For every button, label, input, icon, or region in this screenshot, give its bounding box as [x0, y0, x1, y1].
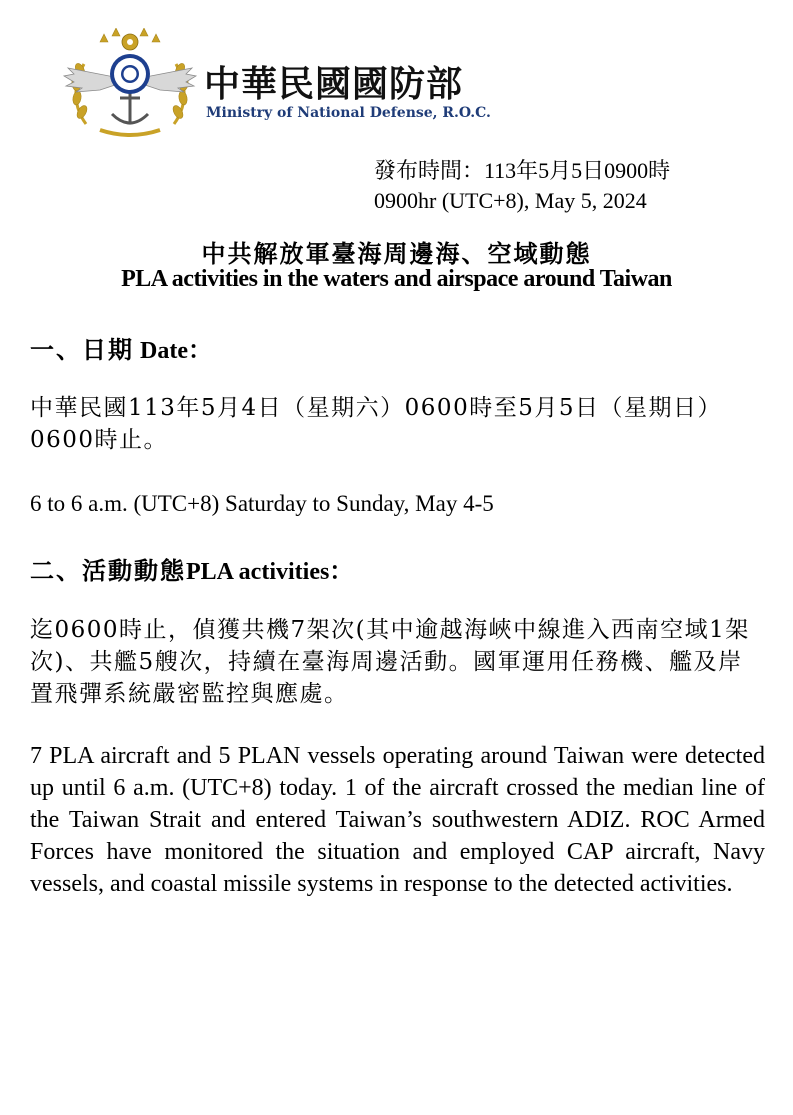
release-time-block — [374, 156, 670, 216]
release-time-en: 0900hr (UTC+8), May 5, 2024 — [374, 188, 647, 213]
ministry-name-zh: 中華民國國防部 — [204, 64, 464, 105]
section-activities-body-zh: 迄0600時止，偵獲共機7架次(其中逾越海峽中線進入西南空域1架次)、共艦5艘次，持續在臺海周邊活動。國軍運用任務機、艦及岸置飛彈系統嚴密監控與應處。 — [30, 617, 750, 707]
section-activities-heading-zh: 二、活動動態 — [30, 557, 186, 585]
section-date-heading — [30, 330, 212, 365]
page-title-en: PLA activities in the waters and airspace around Taiwan — [121, 266, 672, 292]
section-date-heading-zh: 一、日期 — [30, 336, 134, 364]
mnd-emblem-icon — [60, 28, 200, 140]
page-title-zh: 中共解放軍臺海周邊海、空域動態 — [201, 240, 592, 268]
section-activities-heading-en: PLA activities： — [186, 559, 354, 585]
section-activities-heading — [30, 551, 353, 586]
ministry-name-en: Ministry of National Defense, R.O.C. — [206, 105, 491, 121]
section-date-body-zh: 中華民國113年5月4日（星期六）0600時至5月5日（星期日）0600時止。 — [30, 395, 722, 453]
section-activities-body-en: 7 PLA aircraft and 5 PLAN vessels operating around Taiwan were detected up until 6 a.m. (UTC+8) today. 1 of the aircraft crossed the median line of the Taiwan Strait and entered Taiwan’s southwestern ADIZ. ROC Armed Forces have monitored the situation and employed CAP aircraft, Navy vessels, and coastal missile systems in response to the detected activities. — [30, 743, 765, 897]
section-date-body-en: 6 to 6 a.m. (UTC+8) Saturday to Sunday, May 4-5 — [30, 491, 494, 516]
release-time-zh: 發布時間：113年5月5日0900時 — [374, 158, 671, 183]
section-date-heading-en: Date： — [140, 338, 212, 364]
